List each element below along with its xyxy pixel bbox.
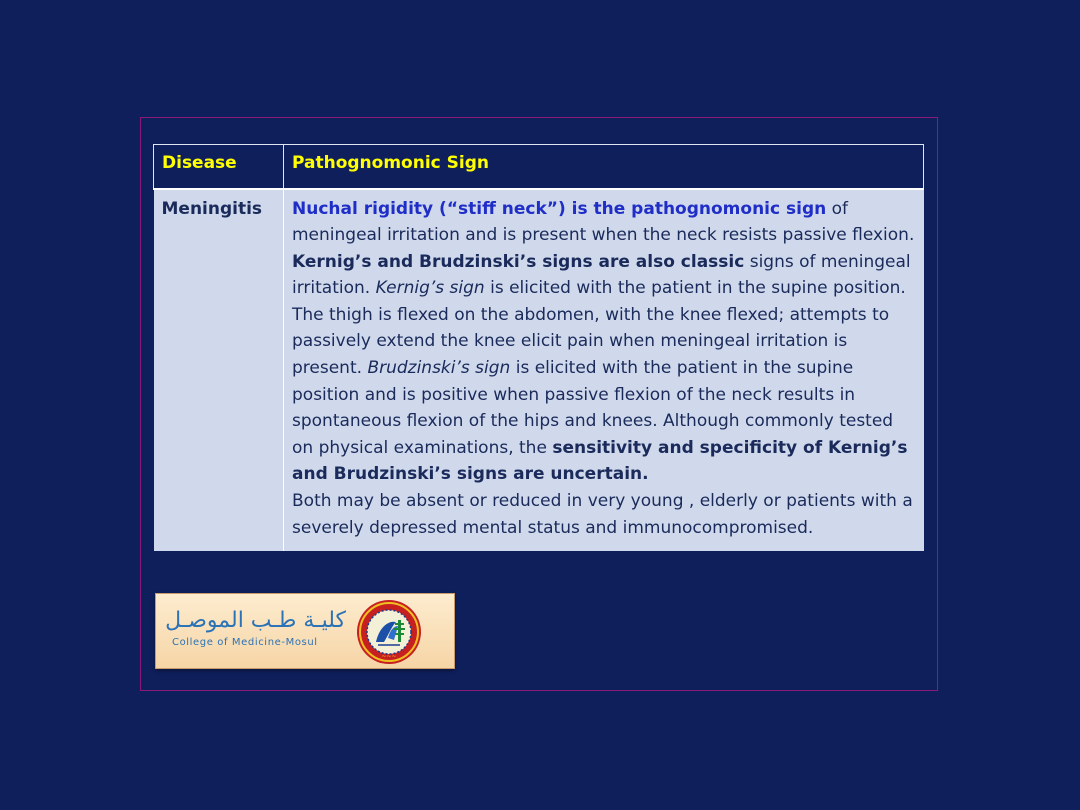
text-brudzinski-sign-italic: Brudzinski’s sign: [367, 358, 511, 379]
svg-text:~~~: ~~~: [381, 653, 397, 660]
paragraph-kernig-brudzinski: [292, 249, 916, 488]
logo-arabic-text: كليـة طـب الموصـل: [165, 608, 346, 633]
logo-english-text: College of Medicine-Mosul: [172, 637, 318, 648]
cell-disease: Meningitis: [154, 189, 284, 552]
header-pathognomonic-sign: Pathognomonic Sign: [284, 145, 924, 189]
college-logo: [155, 593, 455, 669]
text-classic-signs-a: signs of meningeal irritation.: [292, 251, 911, 299]
text-sensitivity-bold: sensitivity and specificity of Kernig’s and Brudzinski’s signs are uncertain.: [292, 437, 908, 485]
header-disease: Disease: [154, 145, 284, 189]
signs-table: [153, 144, 924, 551]
paragraph-nuchal-rigidity: [292, 196, 916, 249]
text-nuchal-rigidity-bold: Nuchal rigidity (“stiff neck”) is the pathognomonic sign: [292, 198, 827, 219]
table-row: [154, 189, 924, 552]
text-kernig-description: is elicited with the patient in the supine position. The thigh is flexed on the abdomen, with the knee flexed; attempts to passively extend the knee elicit pain when meningeal irritation is present.: [292, 278, 906, 379]
college-emblem-icon: [354, 598, 424, 666]
text-classic-signs-bold: Kernig’s and Brudzinski’s signs are also classic: [292, 251, 745, 272]
text-nuchal-rigidity-rest: of meningeal irritation and is present when the neck resists passive flexion.: [292, 198, 915, 246]
paragraph-absent-reduced: Both may be absent or reduced in very young , elderly or patients with a severely depressed mental status and immunocompromised.: [292, 491, 913, 538]
text-brudzinski-description: is elicited with the patient in the supine position and is positive when passive flexion of the neck results in spontaneous flexion of the hips and knees. Although commonly tested on physical examinations, the: [292, 358, 894, 458]
cell-sign-description: [284, 189, 924, 552]
text-kernig-sign-italic: Kernig’s sign: [375, 278, 485, 299]
table-header-row: [154, 145, 924, 189]
